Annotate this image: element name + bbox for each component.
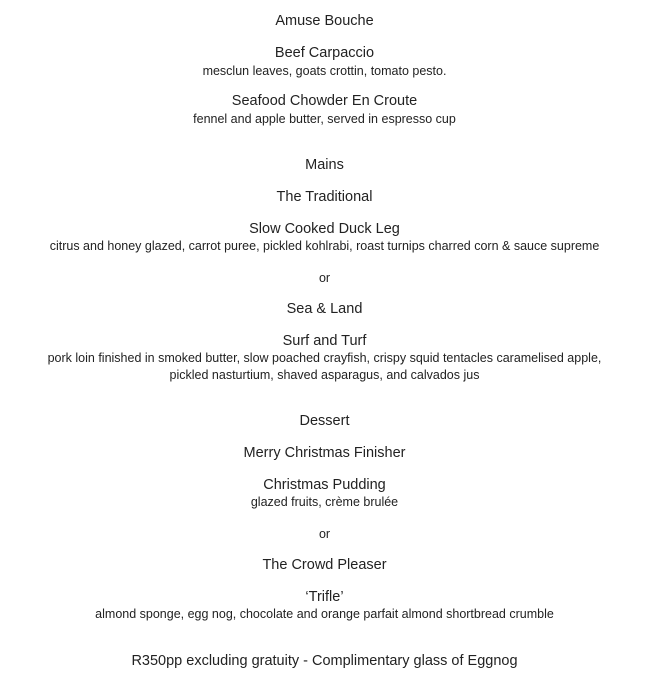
dish-desc-duck-leg: citrus and honey glazed, carrot puree, pickled kohlrabi, roast turnips charred corn & sauce supreme [49, 239, 600, 253]
dish-desc-surf-and-turf-line2: pickled nasturtium, shaved asparagus, and calvados jus [169, 368, 480, 382]
option-title-christmas-finisher: Merry Christmas Finisher [243, 445, 406, 461]
option-title-crowd-pleaser: The Crowd Pleaser [262, 557, 387, 573]
or-separator-mains: or [318, 271, 331, 285]
dish-desc-surf-and-turf-line1: pork loin finished in smoked butter, slow poached crayfish, crispy squid tentacles caramelised apple, [47, 351, 602, 365]
dish-desc-beef-carpaccio: mesclun leaves, goats crottin, tomato pesto. [202, 64, 447, 78]
dish-name-beef-carpaccio: Beef Carpaccio [274, 45, 375, 61]
dish-name-duck-leg: Slow Cooked Duck Leg [249, 221, 400, 237]
price-note: R350pp excluding gratuity - Complimentary glass of Eggnog [131, 653, 518, 669]
dish-desc-seafood-chowder: fennel and apple butter, served in espresso cup [193, 112, 456, 126]
option-title-traditional: The Traditional [276, 189, 373, 205]
or-separator-dessert: or [318, 527, 331, 541]
dish-name-surf-and-turf: Surf and Turf [282, 333, 367, 349]
dish-desc-trifle: almond sponge, egg nog, chocolate and orange parfait almond shortbread crumble [95, 607, 554, 621]
dish-desc-christmas-pudding: glazed fruits, crème brulée [250, 495, 399, 509]
starters-heading: Amuse Bouche [275, 13, 374, 29]
option-title-sea-and-land: Sea & Land [286, 301, 363, 317]
dish-name-trifle: ‘Trifle’ [305, 589, 344, 605]
dessert-heading: Dessert [299, 413, 350, 429]
dish-name-christmas-pudding: Christmas Pudding [263, 477, 386, 493]
mains-heading: Mains [305, 157, 344, 173]
dish-name-seafood-chowder: Seafood Chowder En Croute [231, 93, 418, 109]
